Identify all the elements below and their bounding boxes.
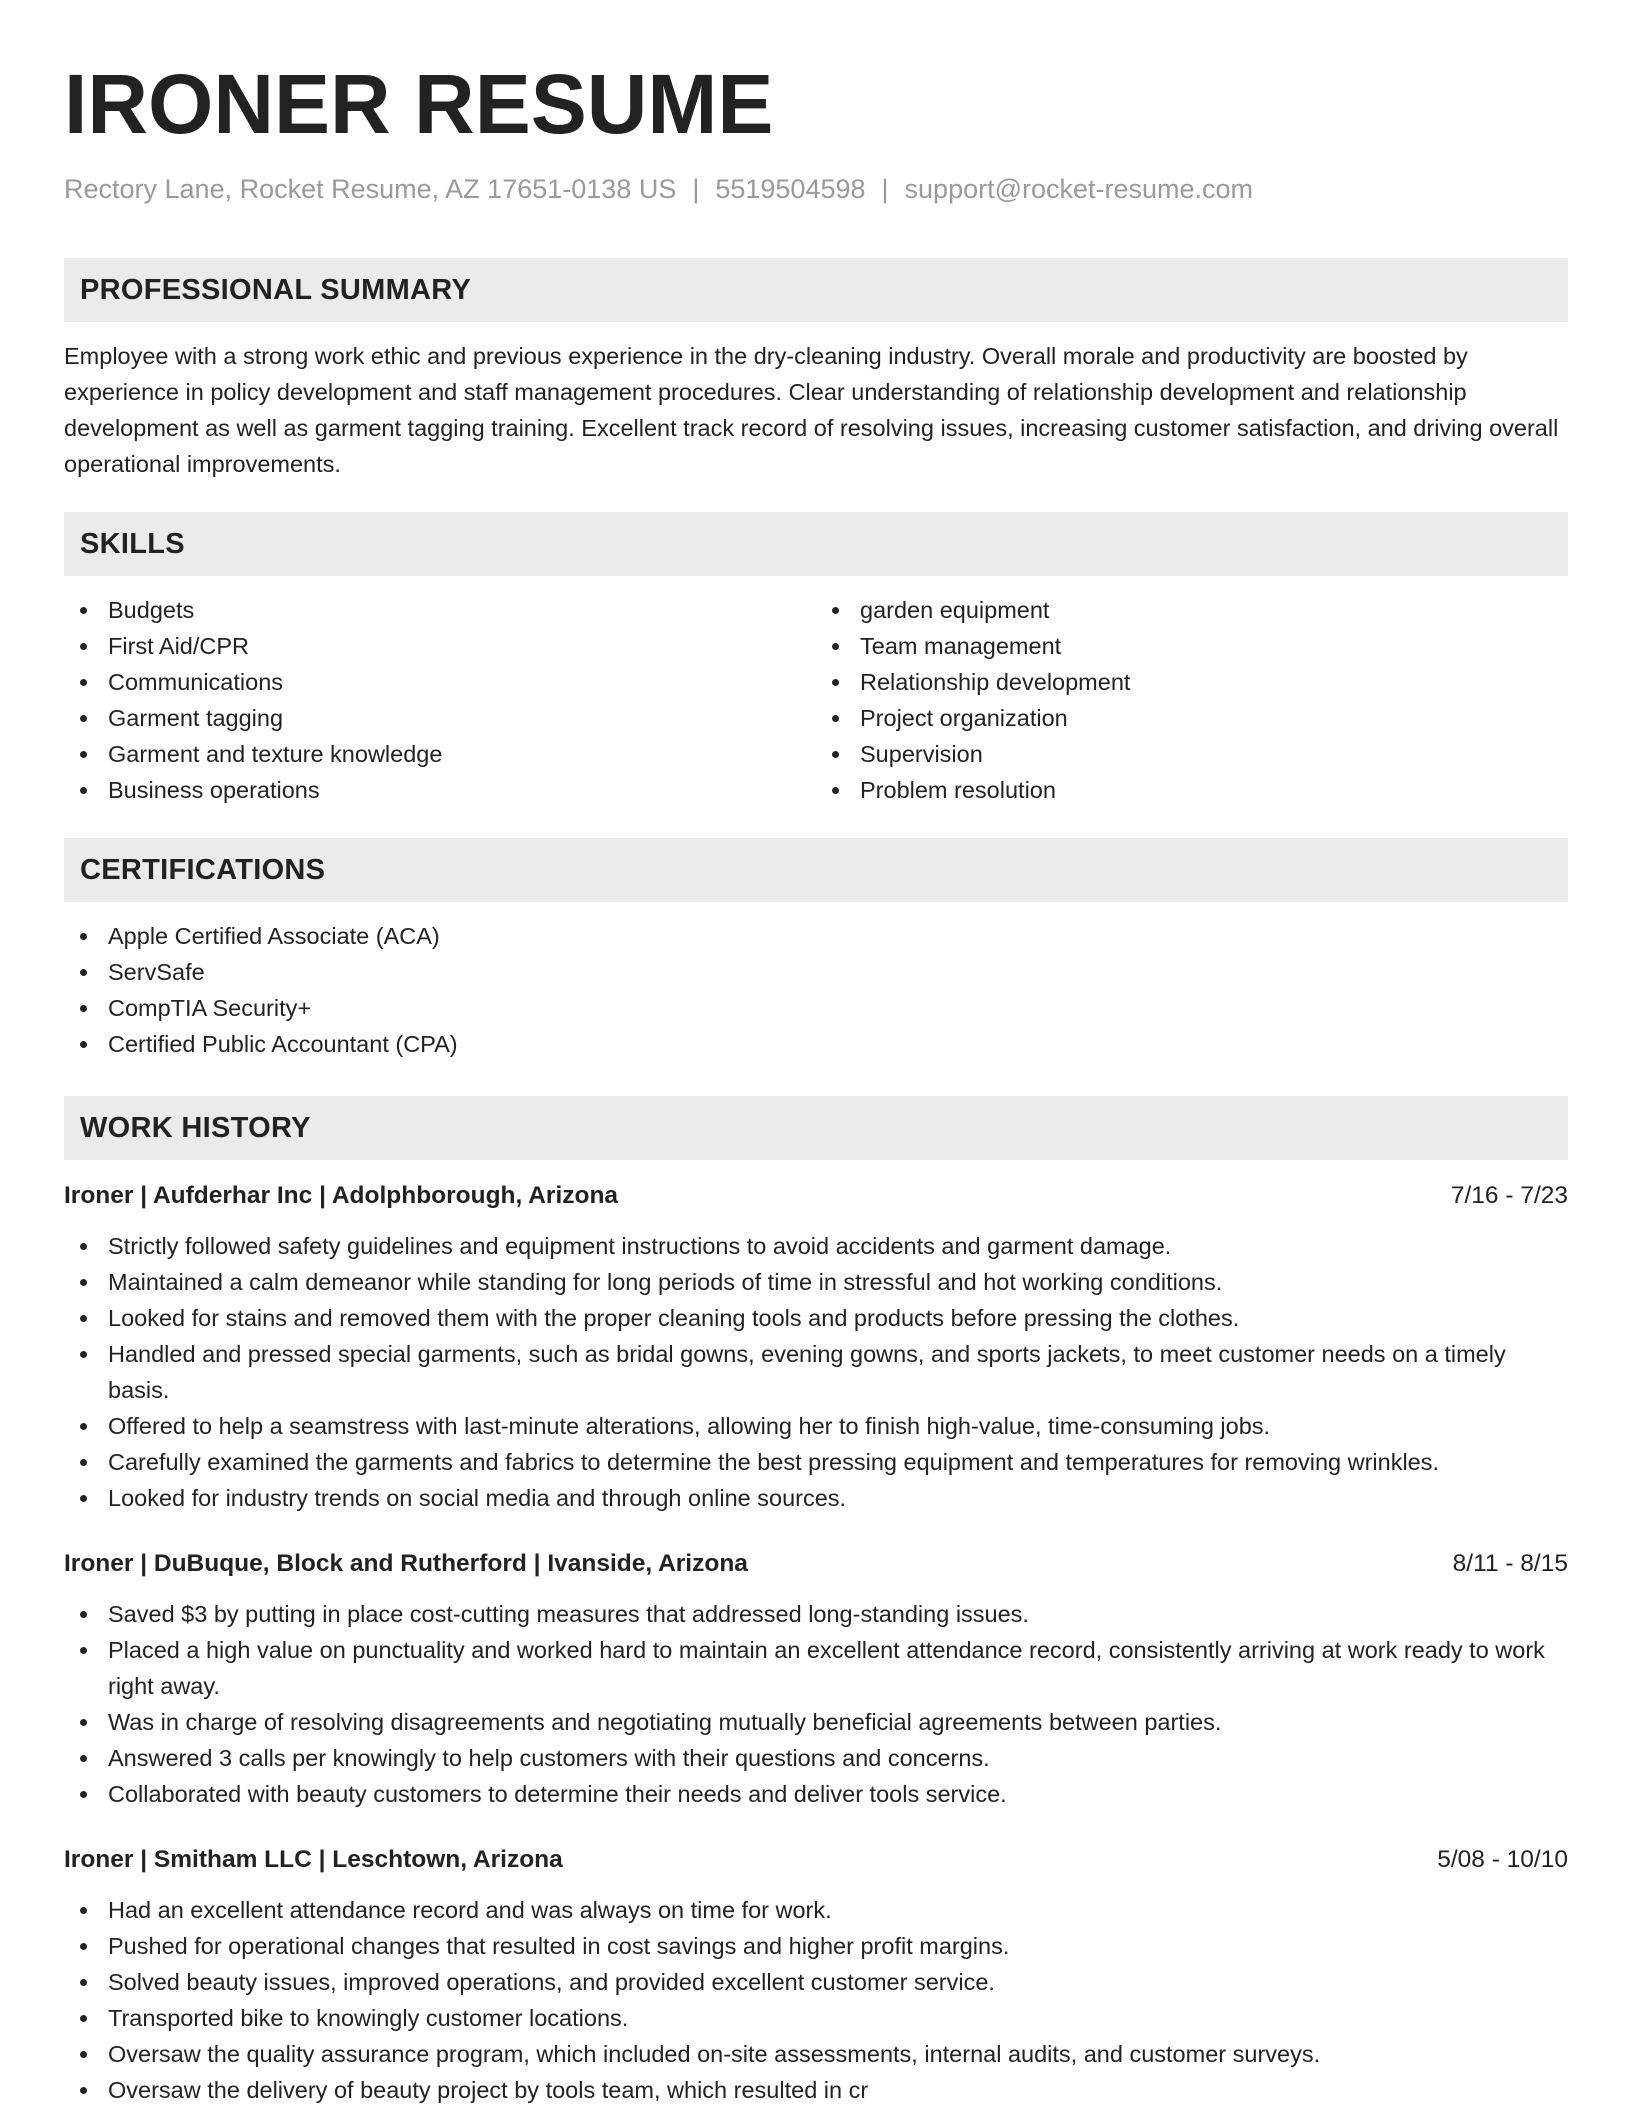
- job-title: Ironer | Smitham LLC | Leschtown, Arizona: [64, 1846, 563, 1873]
- job-dates: 5/08 - 10/10: [1437, 1846, 1568, 1873]
- contact-email: support@rocket-resume.com: [904, 174, 1254, 204]
- job-bullet: Offered to help a seamstress with last-minute alterations, allowing her to finish high-value, time-consuming jobs.: [64, 1408, 1568, 1444]
- job-bullets: [64, 1892, 1568, 2108]
- resume-name: IRONER RESUME: [64, 57, 774, 151]
- contact-separator: |: [881, 174, 889, 204]
- job-bullet: Answered 3 calls per knowingly to help customers with their questions and concerns.: [64, 1740, 1568, 1776]
- contact-address: Rectory Lane, Rocket Resume, AZ 17651-0138 US: [64, 174, 677, 204]
- job-bullet: Pushed for operational changes that resulted in cost savings and higher profit margins.: [64, 1928, 1568, 1964]
- resume-page: [64, 0, 1568, 2108]
- section-header-certifications: CERTIFICATIONS: [64, 838, 1568, 902]
- job-bullet: Oversaw the quality assurance program, which included on-site assessments, internal audits, and customer surveys.: [64, 2036, 1568, 2072]
- job-bullet: Collaborated with beauty customers to determine their needs and deliver tools service.: [64, 1776, 1568, 1812]
- contact-line: [64, 172, 1568, 206]
- skill-item: garden equipment: [816, 592, 1568, 628]
- job-header: [64, 1178, 1568, 1214]
- job-bullet: Looked for industry trends on social media and through online sources.: [64, 1480, 1568, 1516]
- job-bullet: Carefully examined the garments and fabrics to determine the best pressing equipment and temperatures for removing wrinkles.: [64, 1444, 1568, 1480]
- skill-item: Business operations: [64, 772, 816, 808]
- skill-item: Relationship development: [816, 664, 1568, 700]
- skills-column-left: [64, 592, 816, 808]
- job-bullet: Oversaw the delivery of beauty project by tools team, which resulted in cr: [64, 2072, 1568, 2108]
- job-bullet: Was in charge of resolving disagreements and negotiating mutually beneficial agreements between parties.: [64, 1704, 1568, 1740]
- job-entry: [64, 1178, 1568, 1516]
- skill-item: Problem resolution: [816, 772, 1568, 808]
- section-header-summary: PROFESSIONAL SUMMARY: [64, 258, 1568, 322]
- skill-item: Project organization: [816, 700, 1568, 736]
- job-entry: [64, 1842, 1568, 2108]
- job-bullet: Handled and pressed special garments, such as bridal gowns, evening gowns, and sports jackets, to meet customer needs on a timely basis.: [64, 1336, 1568, 1408]
- contact-phone: 5519504598: [715, 174, 866, 204]
- certification-item: Apple Certified Associate (ACA): [64, 918, 1568, 954]
- skill-item: Garment and texture knowledge: [64, 736, 816, 772]
- certifications-list: [64, 918, 1568, 1062]
- skill-item: Team management: [816, 628, 1568, 664]
- skill-item: Supervision: [816, 736, 1568, 772]
- skills-grid: [64, 592, 1568, 808]
- job-title: Ironer | DuBuque, Block and Rutherford | Ivanside, Arizona: [64, 1550, 748, 1577]
- job-bullet: Had an excellent attendance record and was always on time for work.: [64, 1892, 1568, 1928]
- job-dates: 8/11 - 8/15: [1452, 1550, 1568, 1577]
- certification-item: Certified Public Accountant (CPA): [64, 1026, 1568, 1062]
- job-bullet: Placed a high value on punctuality and worked hard to maintain an excellent attendance record, consistently arriving at work ready to work right away.: [64, 1632, 1568, 1704]
- job-title: Ironer | Aufderhar Inc | Adolphborough, Arizona: [64, 1182, 619, 1209]
- job-bullets: [64, 1596, 1568, 1812]
- contact-separator: |: [692, 174, 700, 204]
- job-header: [64, 1842, 1568, 1878]
- job-bullet: Strictly followed safety guidelines and equipment instructions to avoid accidents and garment damage.: [64, 1228, 1568, 1264]
- summary-text: Employee with a strong work ethic and previous experience in the dry-cleaning industry. Overall morale and productivity are boosted by experience in policy development and staff management procedures. Clear understanding of relationship development and relationship development as well as garment tagging training. Excellent track record of resolving issues, increasing customer satisfaction, and driving overall operational improvements.: [64, 343, 1559, 477]
- skill-item: First Aid/CPR: [64, 628, 816, 664]
- certification-item: CompTIA Security+: [64, 990, 1568, 1026]
- job-bullets: [64, 1228, 1568, 1516]
- section-header-work-history: WORK HISTORY: [64, 1096, 1568, 1160]
- skill-item: Budgets: [64, 592, 816, 628]
- job-bullet: Transported bike to knowingly customer locations.: [64, 2000, 1568, 2036]
- job-dates: 7/16 - 7/23: [1450, 1182, 1568, 1209]
- section-header-skills: SKILLS: [64, 512, 1568, 576]
- job-bullet: Saved $3 by putting in place cost-cutting measures that addressed long-standing issues.: [64, 1596, 1568, 1632]
- skill-item: Communications: [64, 664, 816, 700]
- job-bullet: Solved beauty issues, improved operations, and provided excellent customer service.: [64, 1964, 1568, 2000]
- job-bullet: Maintained a calm demeanor while standing for long periods of time in stressful and hot working conditions.: [64, 1264, 1568, 1300]
- skills-column-right: [816, 592, 1568, 808]
- skill-item: Garment tagging: [64, 700, 816, 736]
- job-header: [64, 1546, 1568, 1582]
- job-entry: [64, 1546, 1568, 1812]
- job-bullet: Looked for stains and removed them with the proper cleaning tools and products before pressing the clothes.: [64, 1300, 1568, 1336]
- certification-item: ServSafe: [64, 954, 1568, 990]
